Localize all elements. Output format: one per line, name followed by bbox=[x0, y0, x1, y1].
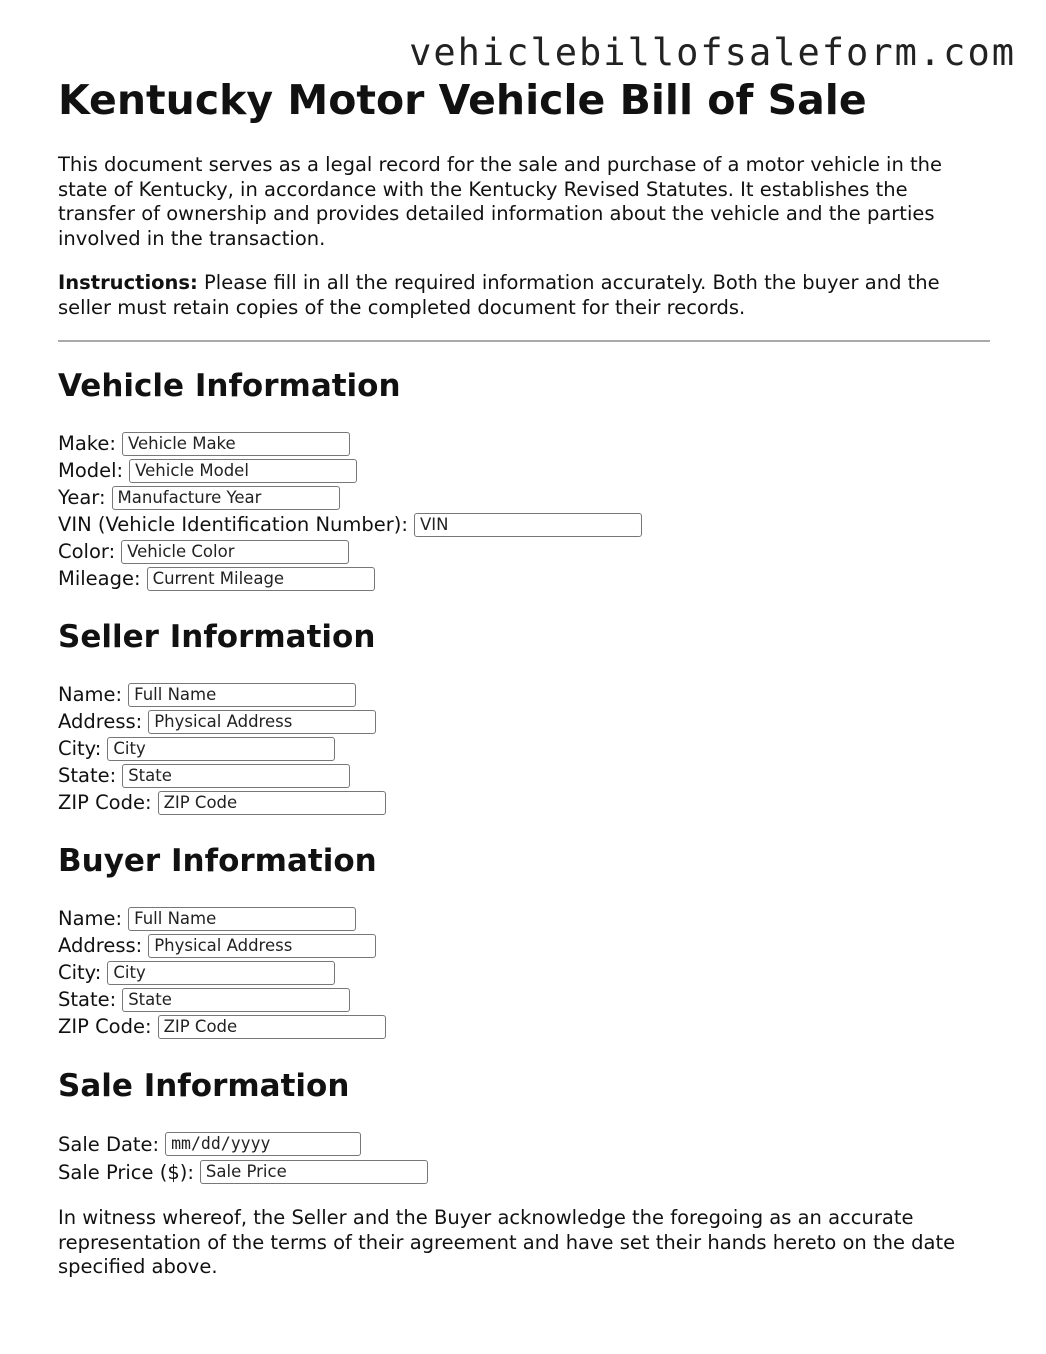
buyer-name-row bbox=[58, 905, 990, 932]
seller-name-label: Name: bbox=[58, 683, 123, 706]
sale-fields bbox=[58, 1130, 990, 1186]
seller-zip-input[interactable]: ZIP Code bbox=[158, 791, 386, 815]
vehicle-year-label: Year: bbox=[58, 486, 106, 509]
vehicle-make-input[interactable]: Vehicle Make bbox=[122, 432, 350, 456]
sale-date-row bbox=[58, 1130, 990, 1158]
instructions-paragraph bbox=[58, 271, 990, 320]
buyer-zip-row bbox=[58, 1013, 990, 1040]
buyer-city-label: City: bbox=[58, 961, 102, 984]
seller-section-heading: Seller Information bbox=[58, 619, 376, 655]
vehicle-model-label: Model: bbox=[58, 459, 124, 482]
seller-address-label: Address: bbox=[58, 710, 143, 733]
sale-section-heading: Sale Information bbox=[58, 1068, 350, 1104]
sale-price-row bbox=[58, 1158, 990, 1186]
seller-zip-label: ZIP Code: bbox=[58, 791, 152, 814]
buyer-zip-label: ZIP Code: bbox=[58, 1015, 152, 1038]
seller-name-input[interactable]: Full Name bbox=[128, 683, 356, 707]
vehicle-fields bbox=[58, 430, 990, 592]
buyer-zip-input[interactable]: ZIP Code bbox=[158, 1015, 386, 1039]
vehicle-mileage-label: Mileage: bbox=[58, 567, 141, 590]
sale-price-input[interactable]: Sale Price bbox=[200, 1160, 428, 1184]
buyer-address-input[interactable]: Physical Address bbox=[148, 934, 376, 958]
buyer-name-label: Name: bbox=[58, 907, 123, 930]
section-divider bbox=[58, 340, 990, 342]
vehicle-year-input[interactable]: Manufacture Year bbox=[112, 486, 340, 510]
sale-price-label: Sale Price ($): bbox=[58, 1160, 194, 1184]
vehicle-color-label: Color: bbox=[58, 540, 116, 563]
intro-paragraph: This document serves as a legal record for the sale and purchase of a motor vehicle in the state of Kentucky, in accordance with the Kentucky Revised Statutes. It establishes the transfer of ownership and provides detailed information about the vehicle and the parties involved in the transaction. bbox=[58, 153, 943, 250]
seller-city-row bbox=[58, 735, 990, 762]
seller-fields bbox=[58, 681, 990, 816]
vehicle-vin-input[interactable]: VIN bbox=[414, 513, 642, 537]
seller-state-row bbox=[58, 762, 990, 789]
buyer-section-heading: Buyer Information bbox=[58, 843, 377, 879]
vehicle-color-row bbox=[58, 538, 990, 565]
document-page bbox=[58, 74, 990, 1280]
buyer-name-input[interactable]: Full Name bbox=[128, 907, 356, 931]
vehicle-make-row bbox=[58, 430, 990, 457]
sale-date-input[interactable]: mm/dd/yyyy bbox=[165, 1132, 361, 1156]
seller-state-input[interactable]: State bbox=[122, 764, 350, 788]
instructions-text: Please fill in all the required information accurately. Both the buyer and the seller must retain copies of the completed document for their records. bbox=[58, 271, 940, 319]
instructions-label: Instructions: bbox=[58, 271, 198, 294]
vehicle-color-input[interactable]: Vehicle Color bbox=[121, 540, 349, 564]
buyer-city-row bbox=[58, 959, 990, 986]
vehicle-mileage-row bbox=[58, 565, 990, 592]
vehicle-section-heading: Vehicle Information bbox=[58, 368, 401, 404]
vehicle-model-input[interactable]: Vehicle Model bbox=[129, 459, 357, 483]
vehicle-make-label: Make: bbox=[58, 432, 116, 455]
seller-zip-row bbox=[58, 789, 990, 816]
buyer-city-input[interactable]: City bbox=[107, 961, 335, 985]
vehicle-vin-row bbox=[58, 511, 990, 538]
vehicle-mileage-input[interactable]: Current Mileage bbox=[147, 567, 375, 591]
witness-paragraph: In witness whereof, the Seller and the Buyer acknowledge the foregoing as an accurate representation of the terms of their agreement and have set their hands hereto on the date specified above. bbox=[58, 1206, 956, 1278]
seller-name-row bbox=[58, 681, 990, 708]
page-title: Kentucky Motor Vehicle Bill of Sale bbox=[58, 76, 867, 124]
seller-city-input[interactable]: City bbox=[107, 737, 335, 761]
buyer-state-label: State: bbox=[58, 988, 117, 1011]
seller-state-label: State: bbox=[58, 764, 117, 787]
seller-address-row bbox=[58, 708, 990, 735]
seller-city-label: City: bbox=[58, 737, 102, 760]
buyer-state-input[interactable]: State bbox=[122, 988, 350, 1012]
vehicle-vin-label: VIN (Vehicle Identification Number): bbox=[58, 513, 408, 536]
buyer-state-row bbox=[58, 986, 990, 1013]
watermark-text: vehiclebillofsaleform.com bbox=[409, 31, 1016, 74]
buyer-address-label: Address: bbox=[58, 934, 143, 957]
vehicle-year-row bbox=[58, 484, 990, 511]
seller-address-input[interactable]: Physical Address bbox=[148, 710, 376, 734]
vehicle-model-row bbox=[58, 457, 990, 484]
buyer-fields bbox=[58, 905, 990, 1040]
buyer-address-row bbox=[58, 932, 990, 959]
sale-date-label: Sale Date: bbox=[58, 1132, 160, 1156]
